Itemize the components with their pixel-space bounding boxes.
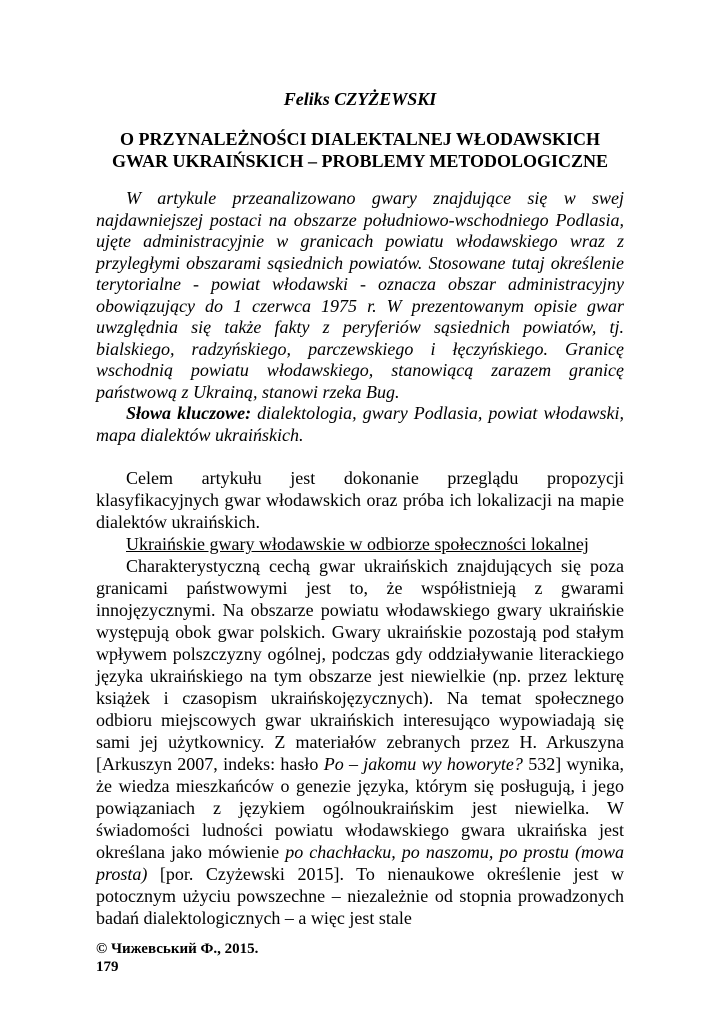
article-title — [96, 128, 624, 172]
copyright-note: © Чижевський Ф., 2015. — [96, 941, 259, 957]
abstract: W artykule przeanalizowano gwary znajdujące się w swej najdawniejszej postaci na obszarze południowo-wschodniego Podlasia, ujęte administracyjnie w granicach powiatu włodawskiego wraz z przyległymi obszarami sąsiednich powiatów. Stosowane tutaj określenie terytorialne - powiat włodawski - oznacza obszar administracyjny obowiązujący do 1 czerwca 1975 r. W prezentowanym opisie gwar uwzględnia się także fakty z peryferiów sąsiednich powiatów, tj. bialskiego, radzyńskiego, parczewskiego i łęczyńskiego. Granicę wschodnią powiatu włodawskiego, stanowiącą zarazem granicę państwową z Ukrainą, stanowi rzeka Bug. — [96, 188, 624, 402]
author-name: Feliks CZYŻEWSKI — [283, 89, 437, 109]
body-italic-quote-2: po chachłacku, po naszomu, po prostu (mowa prosta) — [96, 842, 624, 884]
article-page — [96, 88, 624, 929]
keywords-label: Słowa kluczowe: — [126, 403, 252, 423]
intro-paragraph: Celem artykułu jest dokonanie przeglądu propozycji klasyfikacyjnych gwar włodawskich oraz próba ich lokalizacji na mapie dialektów ukraińskich. — [96, 468, 624, 532]
keywords-text: dialektologia, gwary Podlasia, powiat włodawski, mapa dialektów ukraińskich. — [96, 403, 624, 445]
body-paragraph — [96, 555, 624, 929]
body-text-part-2: 532] wynika, że wiedza mieszkańców o genezie języka, którym się posługują, i jego powiązaniach z językiem ogólnoukraińskim jest niewielka. W świadomości ludności powiatu włodawskiego gwara ukraińska jest określana jako mówienie — [96, 754, 624, 862]
keywords — [96, 403, 624, 446]
title-line-2: GWAR UKRAIŃSKICH – PROBLEMY METODOLOGICZNE — [111, 151, 609, 171]
body-text-part-1: Charakterystyczną cechą gwar ukraińskich znajdujących się poza granicami państwowymi jest to, że współistnieją z gwarami innojęzycznymi. Na obszarze powiatu włodawskiego gwary ukraińskie występują obok gwar polskich. Gwary ukraińskie pozostają pod stałym wpływem polszczyzny ogólnej, podczas gdy oddziaływanie literackiego języka ukraińskiego na tym obszarze jest niewielkie (np. przez lekturę książek i czasopism ukraińskojęzycznych). Na temat społecznego odbioru miejscowych gwar ukraińskich interesująco wypowiadają się sami jej użytkownicy. Z materiałów zebranych przez H. Arkuszyna [Arkuszyn 2007, indeks: hasło — [96, 556, 624, 774]
body-italic-quote-1: Po – jakomu wy howoryte? — [323, 754, 523, 774]
title-line-1: O PRZYNALEŻNOŚCI DIALEKTALNEJ WŁODAWSKICH — [120, 129, 600, 149]
body-text-part-3: [por. Czyżewski 2015]. To nienaukowe określenie jest w potocznym użyciu powszechne – niezależnie od stopnia prowadzonych badań dialektologicznych – a więc jest stale — [96, 864, 624, 928]
page-footer — [96, 940, 258, 976]
page-number: 179 — [96, 959, 119, 975]
section-heading: Ukraińskie gwary włodawskie w odbiorze społeczności lokalnej — [126, 534, 589, 554]
